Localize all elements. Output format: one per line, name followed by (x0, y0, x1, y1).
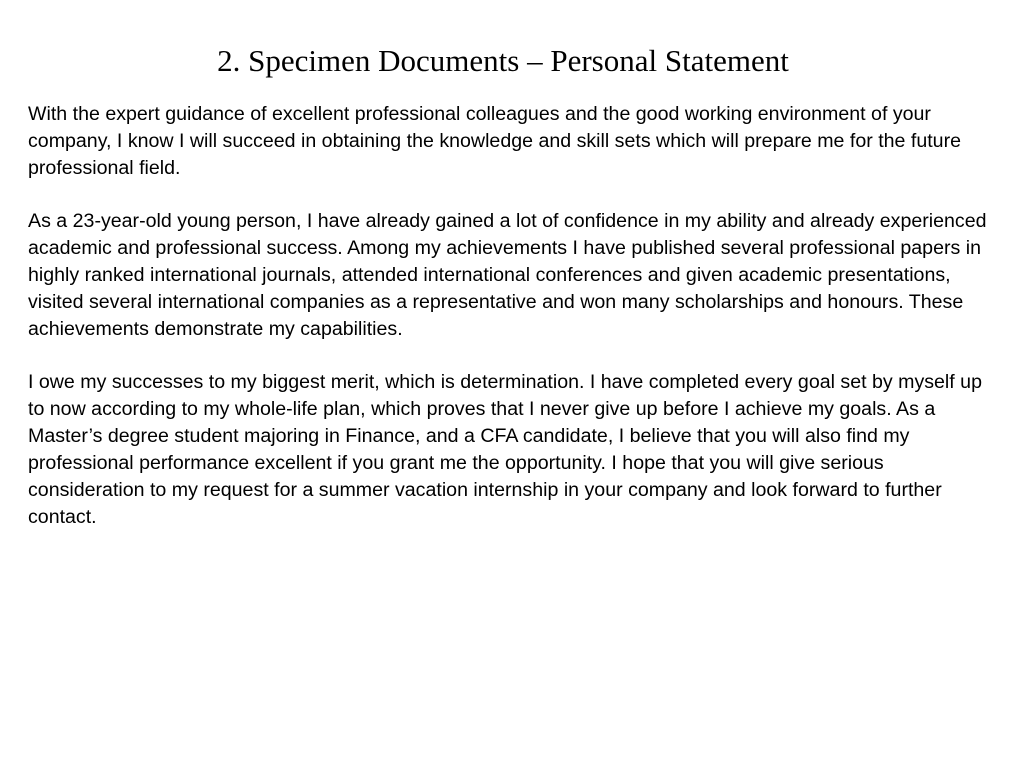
paragraph-1: With the expert guidance of excellent professional colleagues and the good working environment of your company, I know I will succeed in obtaining the knowledge and skill sets which will prepare me for the future professional field. (28, 103, 961, 179)
slide-title: 2. Specimen Documents – Personal Statement (217, 43, 789, 78)
statement-body (28, 101, 998, 557)
paragraph-2: As a 23-year-old young person, I have already gained a lot of confidence in my ability and already experienced academic and professional success. Among my achievements I have published several professional papers in highly ranked international journals, attended international conferences and given academic presentations, visited several international companies as a representative and won many scholarships and honours. These achievements demonstrate my capabilities. (28, 210, 987, 340)
paragraph-3: I owe my successes to my biggest merit, which is determination. I have completed every goal set by myself up to now according to my whole-life plan, which proves that I never give up before I achieve my goals. As a Master’s degree student majoring in Finance, and a CFA candidate, I believe that you will also find my professional performance excellent if you grant me the opportunity. I hope that you will give serious consideration to my request for a summer vacation internship in your company and look forward to further contact. (28, 371, 982, 528)
